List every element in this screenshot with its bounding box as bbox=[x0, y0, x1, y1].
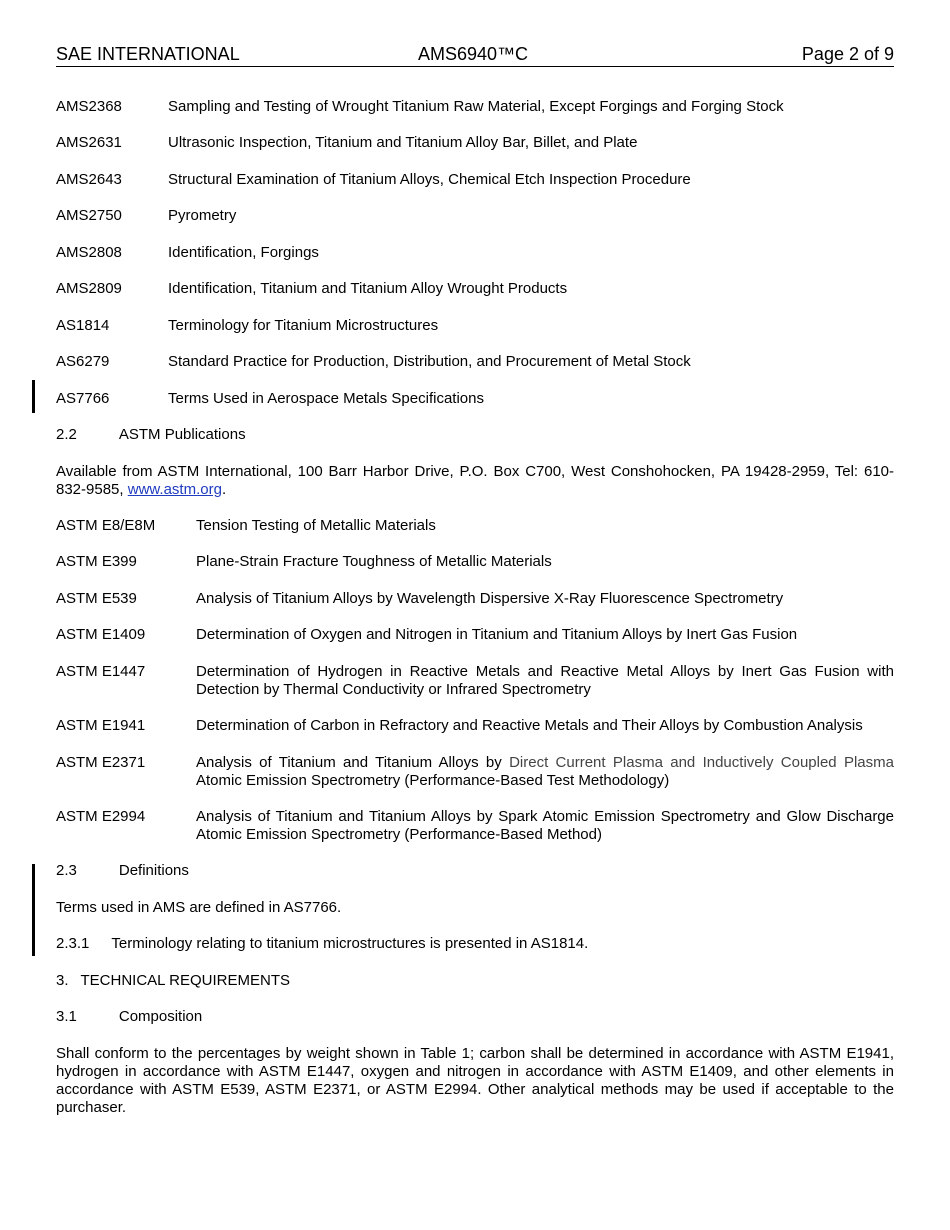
section-number: 3. bbox=[56, 972, 69, 989]
reference-code: AMS2368 bbox=[56, 98, 122, 115]
reference-code: AS1814 bbox=[56, 317, 110, 334]
header-org: SAE INTERNATIONAL bbox=[56, 44, 240, 64]
reference-title-part: Atomic Emission Spectrometry (Performance-Based Test Methodology) bbox=[196, 772, 670, 789]
reference-code: ASTM E2371 bbox=[56, 754, 146, 771]
reference-title: Analysis of Titanium Alloys by Wavelength Dispersive X-Ray Fluorescence Spectrometry bbox=[196, 590, 784, 607]
reference-title-part: Direct Current Plasma and Inductively Coupled Plasma bbox=[509, 754, 894, 771]
section-heading-3 bbox=[56, 972, 290, 990]
reference-title: Terminology for Titanium Microstructures bbox=[168, 317, 439, 334]
reference-title: Identification, Forgings bbox=[168, 244, 319, 261]
astm-availability-paragraph bbox=[56, 463, 894, 499]
reference-code: ASTM E539 bbox=[56, 590, 137, 607]
reference-title: Terms Used in Aerospace Metals Specifications bbox=[168, 390, 484, 407]
reference-title: Ultrasonic Inspection, Titanium and Titanium Alloy Bar, Billet, and Plate bbox=[168, 134, 638, 151]
reference-title: Structural Examination of Titanium Alloys, Chemical Etch Inspection Procedure bbox=[168, 171, 691, 188]
section-heading-2-3 bbox=[56, 862, 189, 880]
reference-title: Plane-Strain Fracture Toughness of Metallic Materials bbox=[196, 553, 552, 570]
composition-paragraph: Shall conform to the percentages by weight shown in Table 1; carbon shall be determined in accordance with ASTM E1941, hydrogen in accordance with ASTM E1447, oxygen and nitrogen in accordance with ASTM E1409, and other elements in accordance with ASTM E539, ASTM E2371, or ASTM E2994. Other analytical methods may be used if acceptable to the purchaser. bbox=[56, 1045, 894, 1116]
reference-code: AS6279 bbox=[56, 353, 110, 370]
definitions-paragraph: Terms used in AMS are defined in AS7766. bbox=[56, 899, 342, 916]
section-number: 2.3.1 bbox=[56, 935, 90, 952]
reference-title: Analysis of Titanium and Titanium Alloys by Spark Atomic Emission Spectrometry and Glow Discharge Atomic Emission Spectrometry (Performance-Based Method) bbox=[196, 808, 894, 843]
section-title: TECHNICAL REQUIREMENTS bbox=[80, 972, 290, 989]
revision-change-bar bbox=[32, 864, 35, 956]
section-title: Composition bbox=[118, 1008, 203, 1025]
header-doc-number: AMS6940™C bbox=[418, 44, 529, 64]
reference-title: Identification, Titanium and Titanium Alloy Wrought Products bbox=[168, 280, 568, 297]
section-number: 2.2 bbox=[56, 426, 77, 443]
astm-website-link[interactable]: www.astm.org bbox=[127, 481, 222, 498]
section-2-3-1 bbox=[56, 935, 588, 953]
section-heading-2-2 bbox=[56, 426, 246, 444]
reference-code: ASTM E2994 bbox=[56, 808, 146, 825]
availability-suffix: . bbox=[221, 481, 227, 498]
reference-title bbox=[196, 754, 894, 790]
section-title: Definitions bbox=[118, 862, 189, 879]
reference-code: AMS2750 bbox=[56, 207, 122, 224]
availability-text: Available from ASTM International, 100 Barr Harbor Drive, P.O. Box C700, West Conshohocken, PA 19428-2959, Tel: 610-832-9585, bbox=[56, 463, 894, 498]
reference-code: AMS2631 bbox=[56, 134, 122, 151]
reference-title: Determination of Oxygen and Nitrogen in Titanium and Titanium Alloys by Inert Gas Fusion bbox=[196, 626, 798, 643]
revision-change-bar bbox=[32, 380, 35, 413]
section-number: 3.1 bbox=[56, 1008, 77, 1025]
reference-title: Sampling and Testing of Wrought Titanium Raw Material, Except Forgings and Forging Stock bbox=[168, 98, 784, 115]
reference-code: AMS2643 bbox=[56, 171, 122, 188]
reference-code: ASTM E1941 bbox=[56, 717, 146, 734]
reference-code: ASTM E1447 bbox=[56, 663, 146, 680]
reference-code: ASTM E1409 bbox=[56, 626, 146, 643]
section-number: 2.3 bbox=[56, 862, 77, 879]
reference-code: AMS2809 bbox=[56, 280, 122, 297]
header-page-number: Page 2 of 9 bbox=[801, 44, 894, 64]
reference-title: Standard Practice for Production, Distribution, and Procurement of Metal Stock bbox=[168, 353, 691, 370]
reference-title: Determination of Hydrogen in Reactive Metals and Reactive Metal Alloys by Inert Gas Fusion with Detection by Thermal Conductivity or Infrared Spectrometry bbox=[196, 663, 894, 698]
reference-code: AS7766 bbox=[56, 390, 110, 407]
reference-title: Tension Testing of Metallic Materials bbox=[196, 517, 436, 534]
reference-title-part: Analysis of Titanium and Titanium Alloys by bbox=[196, 754, 510, 771]
section-body: Terminology relating to titanium microstructures is presented in AS1814. bbox=[111, 935, 589, 952]
section-title: ASTM Publications bbox=[118, 426, 246, 443]
reference-code: AMS2808 bbox=[56, 244, 122, 261]
page-header bbox=[56, 44, 894, 67]
reference-code: ASTM E8/E8M bbox=[56, 517, 156, 534]
section-heading-3-1 bbox=[56, 1008, 202, 1026]
reference-title: Pyrometry bbox=[168, 207, 237, 224]
reference-title: Determination of Carbon in Refractory and Reactive Metals and Their Alloys by Combustion Analysis bbox=[196, 717, 863, 734]
reference-code: ASTM E399 bbox=[56, 553, 137, 570]
